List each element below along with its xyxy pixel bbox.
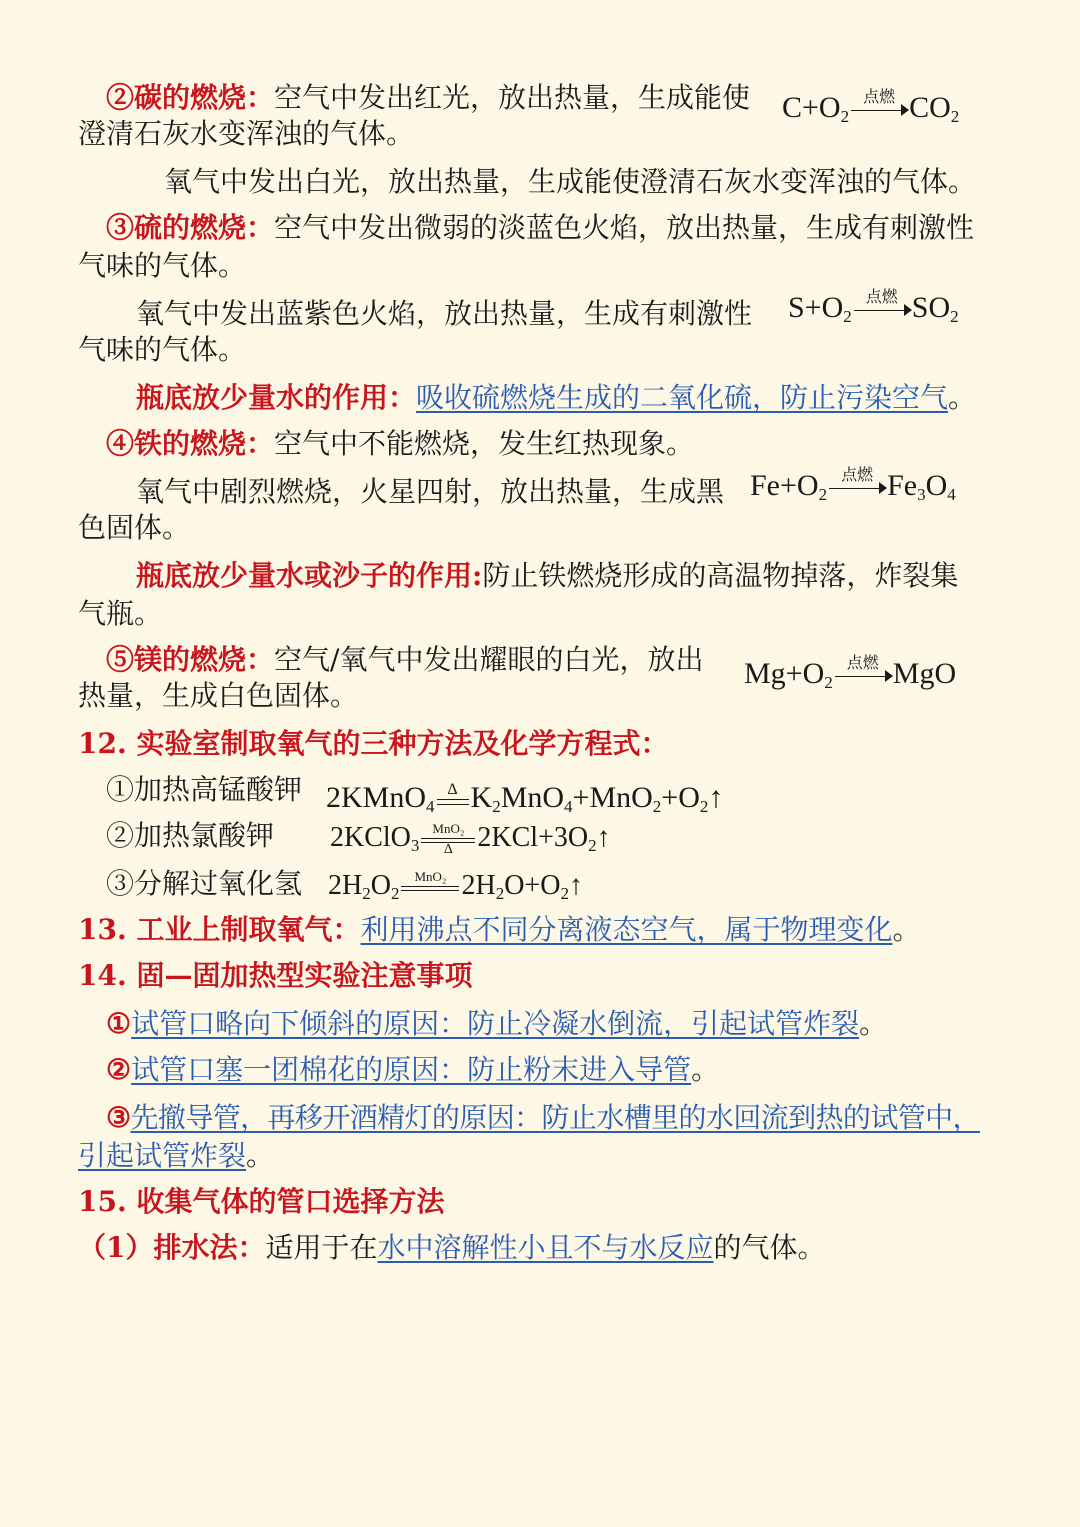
note-3-mark: ③: [106, 1101, 131, 1134]
iron-oxygen-line-2: [78, 510, 190, 546]
note-2: [106, 1052, 719, 1088]
eq-sub: 2: [362, 884, 371, 903]
eq-text: 2H: [461, 870, 496, 901]
eq-sub: 2: [390, 884, 400, 903]
punct: 。: [246, 1139, 275, 1172]
sulfur-air-text-2: 气味的气体。: [78, 249, 247, 282]
eq-text: O: [370, 870, 391, 901]
eq-condition: 点燃: [841, 467, 874, 485]
eq-sub: 2: [950, 307, 959, 326]
eq-text: MgO: [892, 657, 957, 690]
method-3: [106, 866, 302, 902]
eq-sub: 2: [699, 797, 709, 816]
carbon-title: ②碳的燃烧：: [106, 81, 275, 114]
note-3-text-2: 引起试管炸裂: [78, 1139, 247, 1172]
magnesium-text: 空气/氧气中发出耀眼的白光，放出: [274, 643, 704, 676]
eq-text: 2KCl+3O: [477, 822, 589, 853]
sulfur-oxygen-text: 氧气中发出蓝紫色火焰，放出热量，生成有刺激性: [136, 297, 753, 330]
method-2-label: ②加热氯酸钾: [106, 819, 275, 852]
eq-text: Fe: [887, 469, 918, 502]
eq-text: S+O: [788, 291, 844, 324]
carbon-air-text-2: 澄清石灰水变浑浊的气体。: [78, 117, 415, 150]
collect-water-line: [78, 1230, 826, 1266]
punct: 。: [948, 381, 977, 414]
iron-title: ④铁的燃烧：: [106, 427, 275, 460]
eq-sub: 2: [824, 673, 833, 692]
iron-water-line: [136, 558, 958, 594]
note-1: [106, 1006, 887, 1042]
equals-icon: [435, 781, 471, 815]
eq-condition: Δ: [447, 781, 458, 799]
eq-sub: 2: [818, 485, 828, 504]
note-3-text: 先撤导管，再移开酒精灯的原因：防止水槽里的水回流到热的试管中，: [130, 1101, 980, 1134]
eq-sub: 3: [410, 836, 420, 855]
kmno4-equation: [326, 780, 723, 825]
sulfur-title: ③硫的燃烧：: [106, 211, 275, 244]
note-1-text: 试管口略向下倾斜的原因：防止冷凝水倒流，引起试管炸裂: [131, 1007, 860, 1040]
magnesium-text-2: 热量，生成白色固体。: [78, 679, 359, 712]
carbon-line: [106, 80, 750, 116]
note-1-mark: ①: [106, 1007, 132, 1040]
eq-condition: 点燃: [865, 289, 898, 307]
eq-text: Fe+O: [750, 469, 819, 502]
eq-text: ↑: [596, 822, 611, 853]
magnesium-title: ⑤镁的燃烧：: [106, 643, 275, 676]
carbon-air-text: 空气中发出红光，放出热量，生成能使: [274, 81, 751, 114]
iron-oxygen-text: 氧气中剧烈燃烧，火星四射，放出热量，生成黑: [136, 475, 725, 508]
sulfur-water-text: 吸收硫燃烧生成的二氧化硫，防止污染空气: [416, 381, 949, 414]
eq-text: SO: [911, 291, 951, 324]
punct: 。: [892, 913, 921, 946]
method-1-label: ①加热高锰酸钾: [106, 773, 303, 806]
eq-text: ↑: [708, 781, 724, 814]
eq-sub: 2: [843, 307, 852, 326]
sulfur-equation: [788, 290, 959, 335]
carbon-oxygen-line: [164, 164, 976, 200]
carbon-oxygen-text: 氧气中发出白光，放出热量，生成能使澄清石灰水变浑浊的气体。: [164, 165, 977, 198]
method-2: [106, 818, 274, 854]
eq-sub: 3: [917, 485, 926, 504]
eq-sub: 2: [492, 797, 501, 816]
iron-water-text: 防止铁燃烧形成的高温物掉落，炸裂集: [482, 559, 959, 592]
eq-text: CO: [909, 91, 951, 124]
sulfur-oxygen-text-2: 气味的气体。: [78, 333, 247, 366]
heading-13-label: 13. 工业上制取氧气：: [78, 913, 361, 946]
eq-text: 2KClO: [330, 822, 411, 853]
equals-icon: [399, 868, 461, 903]
magnesium-line: [106, 642, 703, 678]
iron-water-text-2: 气瓶。: [78, 597, 163, 630]
collect-water-text-a: 适用于在: [265, 1231, 378, 1264]
eq-text: ↑: [568, 870, 583, 901]
eq-sub: 2: [950, 107, 960, 126]
eq-sub: 2: [588, 836, 597, 855]
eq-condition: 点燃: [846, 655, 879, 673]
eq-text: Mg+O: [744, 657, 825, 690]
carbon-line-2: [78, 116, 414, 152]
heading-14: 14. 固—固加热型实验注意事项: [78, 959, 473, 992]
punct: 。: [859, 1007, 888, 1040]
eq-condition: 点燃: [863, 89, 896, 107]
note-3: [106, 1100, 980, 1136]
sulfur-line: [106, 210, 974, 246]
eq-sub: 4: [564, 797, 573, 816]
iron-line: [106, 426, 694, 462]
eq-text: 2H: [328, 870, 363, 901]
eq-text: +MnO: [572, 781, 653, 814]
method-1: [106, 772, 302, 808]
equals-icon: [419, 820, 477, 857]
collect-water-text-b: 水中溶解性小且不与水反应: [377, 1231, 714, 1264]
eq-sub: 4: [426, 797, 435, 816]
eq-sub: 2: [652, 797, 662, 816]
method-3-label: ③分解过氧化氢: [106, 867, 303, 900]
kclo3-equation: [330, 820, 611, 864]
heading-12: 12. 实验室制取氧气的三种方法及化学方程式：: [78, 727, 669, 760]
eq-sub: 2: [495, 884, 505, 903]
eq-text: O: [925, 469, 948, 502]
arrow-icon: [852, 289, 912, 325]
iron-air-text: 空气中不能燃烧，发生红热现象。: [274, 427, 695, 460]
eq-sub: 4: [947, 485, 956, 504]
arrow-icon: [827, 467, 887, 503]
eq-text: MnO: [500, 781, 565, 814]
collect-water-label: （1）排水法：: [78, 1231, 266, 1264]
eq-text: +O: [661, 781, 700, 814]
sulfur-line-2: [78, 248, 246, 284]
iron-oxygen-line: [136, 474, 724, 510]
heading-13-text: 利用沸点不同分离液态空气，属于物理变化: [360, 913, 893, 946]
eq-sub: 2: [560, 884, 569, 903]
eq-text: K: [470, 781, 493, 814]
punct: 。: [691, 1053, 720, 1086]
eq-condition: MnO₂: [432, 820, 465, 836]
iron-water-line-2: [78, 596, 162, 632]
sulfur-air-text: 空气中发出微弱的淡蓝色火焰，放出热量，生成有刺激性: [274, 211, 975, 244]
magnesium-equation: [744, 656, 956, 701]
eq-condition: MnO₂: [414, 868, 447, 884]
eq-condition: Δ: [443, 841, 453, 857]
heading-13: [78, 912, 921, 948]
note-3-line-2: [78, 1138, 274, 1174]
collect-water-text-c: 的气体。: [713, 1231, 826, 1264]
note-2-mark: ②: [106, 1053, 132, 1086]
sulfur-water-label: 瓶底放少量水的作用：: [136, 381, 417, 414]
eq-sub: 2: [840, 107, 850, 126]
heading-15: 15. 收集气体的管口选择方法: [78, 1185, 445, 1218]
h2o2-equation: [328, 868, 583, 912]
magnesium-line-2: [78, 678, 358, 714]
eq-text: O+O: [504, 870, 561, 901]
carbon-equation: [782, 90, 959, 135]
eq-text: 2KMnO: [326, 781, 427, 814]
arrow-icon: [833, 655, 893, 691]
iron-water-label: 瓶底放少量水或沙子的作用:: [136, 559, 483, 592]
arrow-icon: [849, 89, 909, 125]
iron-oxygen-text-2: 色固体。: [78, 511, 191, 544]
note-2-text: 试管口塞一团棉花的原因：防止粉末进入导管: [131, 1053, 692, 1086]
eq-text: C+O: [782, 91, 841, 124]
sulfur-oxygen-line: [136, 296, 752, 332]
sulfur-water-line: [136, 380, 976, 416]
iron-equation: [750, 468, 956, 513]
sulfur-oxygen-line-2: [78, 332, 246, 368]
